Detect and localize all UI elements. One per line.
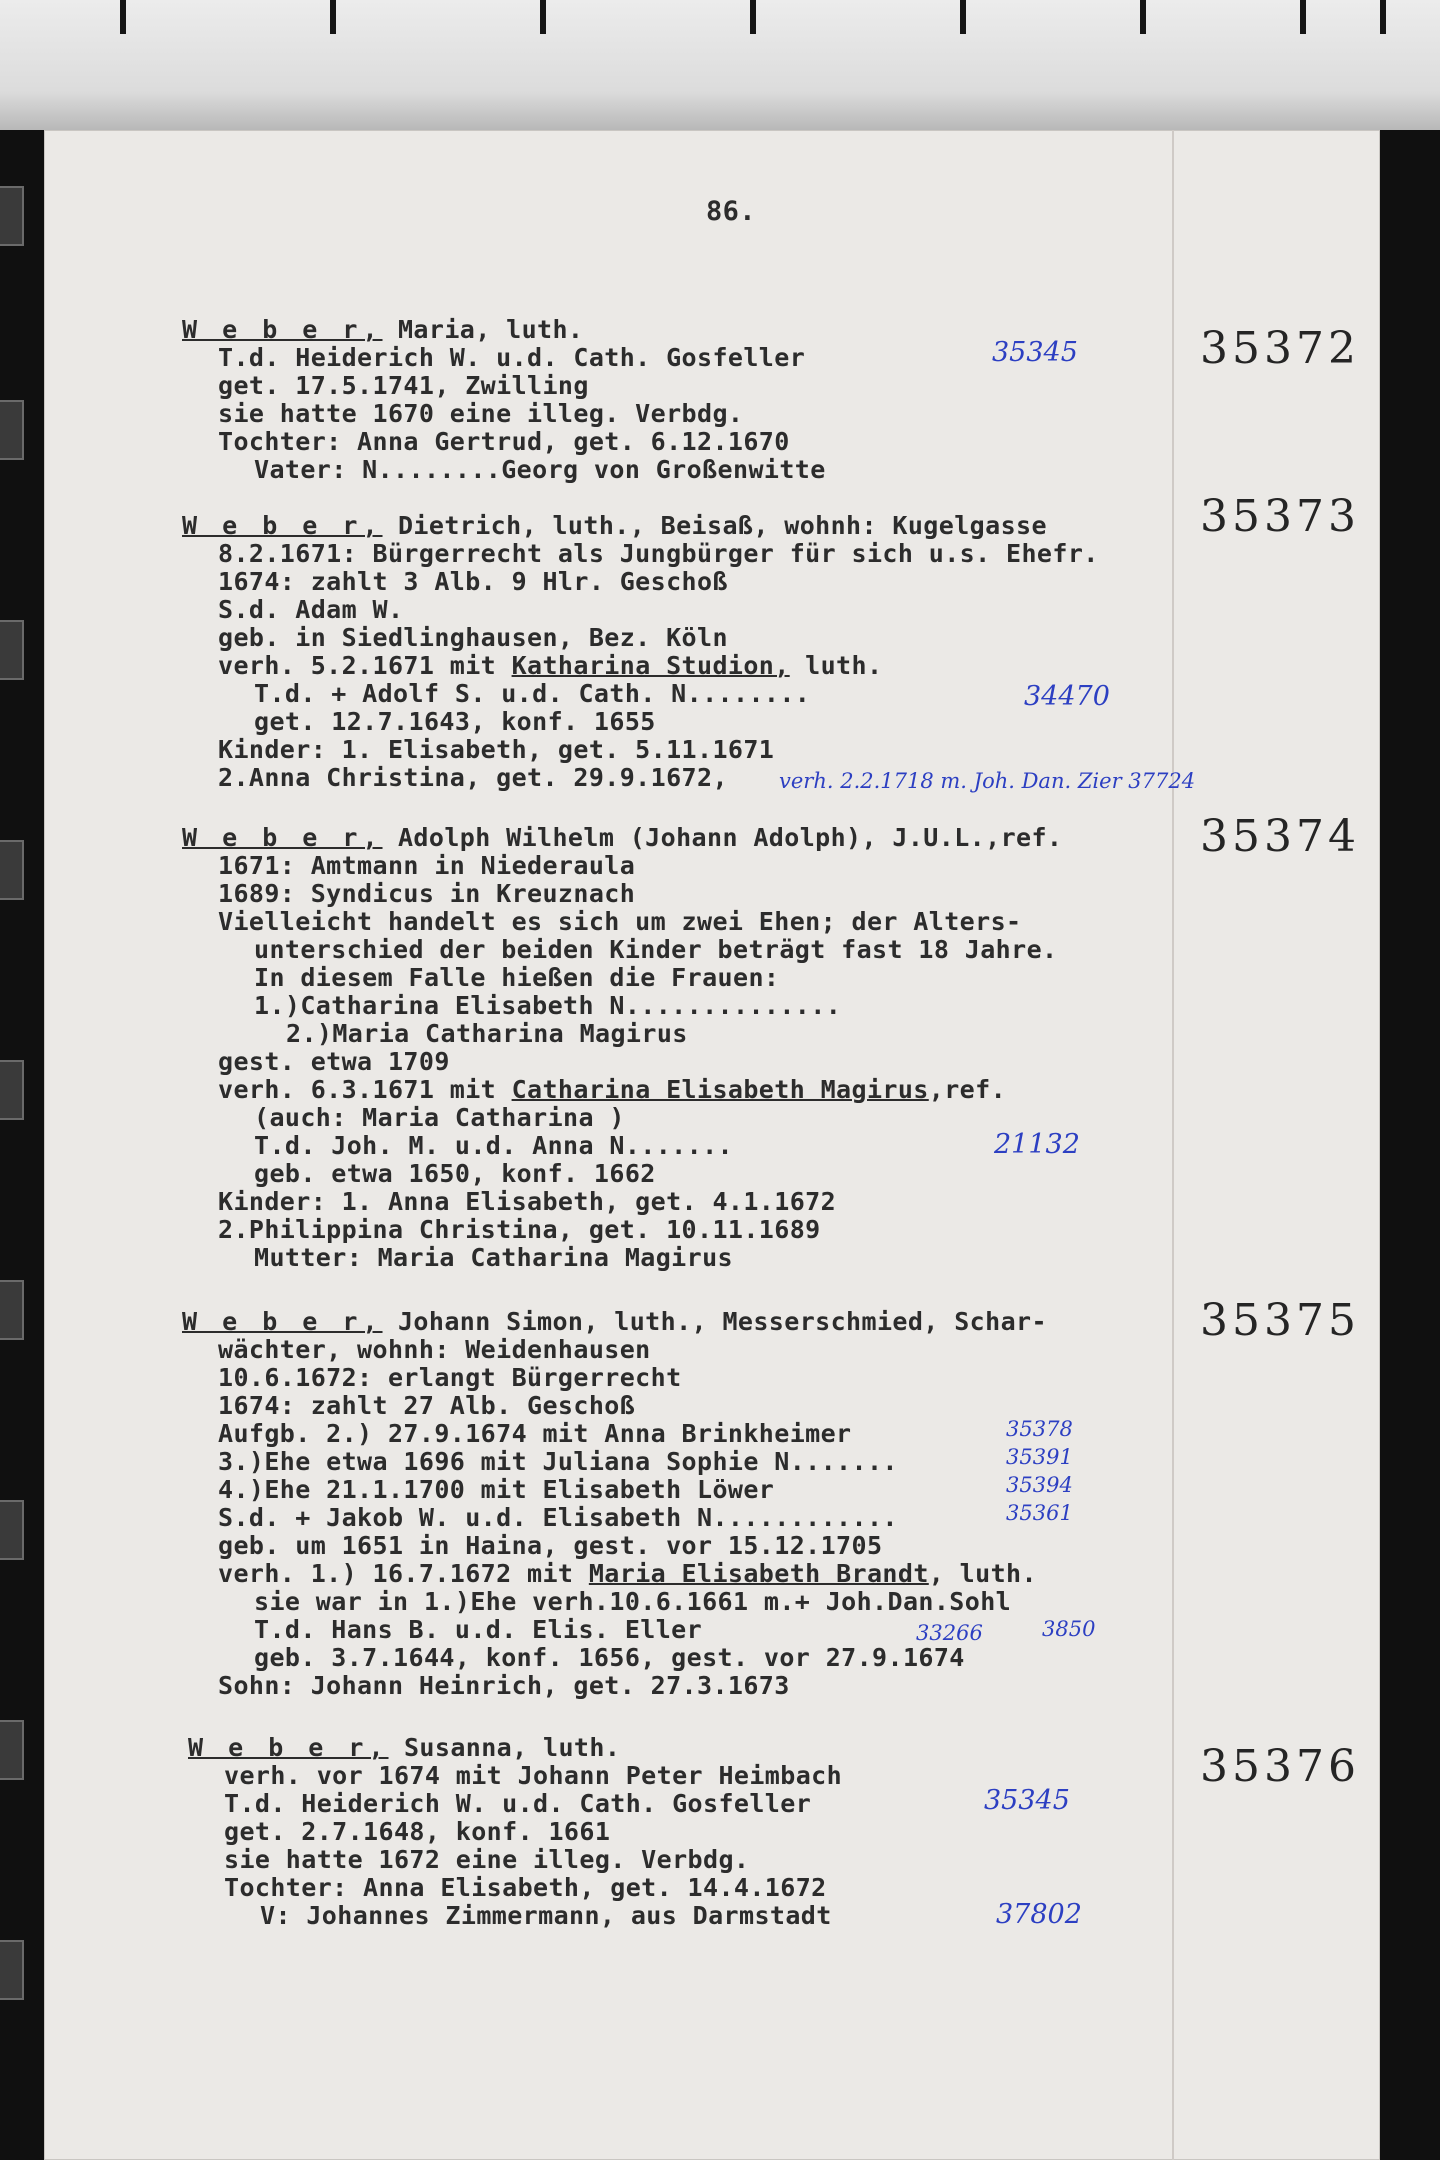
entry-line: geb. etwa 1650, konf. 1662 [254,1159,656,1188]
handwritten-ref: 33266 [916,1621,983,1645]
entry-line [218,1560,1037,1588]
entry-line: Vater: N........Georg von Großenwitte [254,455,826,484]
film-hole [0,620,24,680]
entry-line: get. 2.7.1648, konf. 1661 [224,1817,611,1846]
document-page [44,130,1380,2160]
entry-line [218,652,882,680]
entry-line: 2.)Maria Catharina Magirus [286,1019,688,1048]
page-number: 86. [706,196,756,227]
tray-tick [750,0,756,34]
tray-tick [330,0,336,34]
handwritten-ref: 35394 [1006,1473,1073,1497]
heading-text: Susanna, luth. [388,1733,621,1762]
film-hole [0,1940,24,2000]
film-hole [0,1060,24,1120]
entry-heading [182,512,1047,540]
surname: W e b e r, [182,823,383,852]
film-hole [0,1720,24,1780]
entry-line: S.d. + Jakob W. u.d. Elisabeth N............ [218,1503,898,1532]
entry-heading [182,1308,1047,1336]
entry-line: V: Johannes Zimmermann, aus Darmstadt [260,1901,832,1930]
entry-line: (auch: Maria Catharina ) [254,1103,625,1132]
entry-line: 2.Anna Christina, get. 29.9.1672, [218,763,728,792]
entry-line: T.d. Heiderich W. u.d. Cath. Gosfeller [218,343,806,372]
tray-tick [1380,0,1386,34]
entry-line: Aufgb. 2.) 27.9.1674 mit Anna Brinkheimer [218,1419,852,1448]
entry-line: Tochter: Anna Elisabeth, get. 14.4.1672 [224,1873,827,1902]
entry-line: Vielleicht handelt es sich um zwei Ehen; der Alters- [218,907,1022,936]
entry-number: 35374 [1200,811,1360,862]
entry-line: sie hatte 1672 eine illeg. Verbdg. [224,1845,750,1874]
entry-line: 1674: zahlt 3 Alb. 9 Hlr. Geschoß [218,567,728,596]
handwritten-note: verh. 2.2.1718 m. Joh. Dan. Zier 37724 [779,769,1196,793]
entry-heading [182,824,1062,852]
marriage-text: verh. 5.2.1671 mit [218,651,512,680]
handwritten-ref: 21132 [994,1129,1080,1160]
spouse-name: Maria Elisabeth Brandt [588,1559,929,1588]
entry-line [218,1076,1006,1104]
film-hole [0,1500,24,1560]
handwritten-ref: 35345 [992,337,1078,368]
surname: W e b e r, [182,511,383,540]
entry-line: Tochter: Anna Gertrud, get. 6.12.1670 [218,427,790,456]
entry-line: get. 17.5.1741, Zwilling [218,371,589,400]
entry-line: 1.)Catharina Elisabeth N.............. [254,991,842,1020]
entry-line: 10.6.1672: erlangt Bürgerrecht [218,1363,682,1392]
surname: W e b e r, [182,315,383,344]
marriage-text: ,ref. [928,1075,1007,1104]
entry-line: Mutter: Maria Catharina Magirus [254,1243,733,1272]
entry-line: geb. in Siedlinghausen, Bez. Köln [218,623,728,652]
heading-text: Dietrich, luth., Beisaß, wohnh: Kugelgasse [382,511,1047,540]
entry-line: wächter, wohnh: Weidenhausen [218,1335,651,1364]
entry-line: 4.)Ehe 21.1.1700 mit Elisabeth Löwer [218,1475,775,1504]
handwritten-ref: 37802 [996,1899,1082,1930]
entry-number: 35376 [1200,1741,1360,1792]
surname: W e b e r, [182,1307,383,1336]
entry-line: T.d. Joh. M. u.d. Anna N....... [254,1131,733,1160]
surname: W e b e r, [188,1733,389,1762]
heading-text: Johann Simon, luth., Messerschmied, Schar- [382,1307,1047,1336]
entry-line: unterschied der beiden Kinder beträgt fast 18 Jahre. [254,935,1058,964]
entry-line: T.d. Heiderich W. u.d. Cath. Gosfeller [224,1789,812,1818]
tray-tick [960,0,966,34]
entry-heading [188,1734,620,1762]
entry-line: get. 12.7.1643, konf. 1655 [254,707,656,736]
entry-line: 3.)Ehe etwa 1696 mit Juliana Sophie N....... [218,1447,898,1476]
entry-line: geb. 3.7.1644, konf. 1656, gest. vor 27.9.1674 [254,1643,965,1672]
tray-tick [120,0,126,34]
handwritten-ref: 35345 [984,1785,1070,1816]
entry-number: 35373 [1200,491,1360,542]
entry-line: sie hatte 1670 eine illeg. Verbdg. [218,399,744,428]
entry-line: Sohn: Johann Heinrich, get. 27.3.1673 [218,1671,790,1700]
marriage-text: luth. [789,651,883,680]
heading-text: Adolph Wilhelm (Johann Adolph), J.U.L.,ref. [382,823,1063,852]
handwritten-ref: 35391 [1006,1445,1073,1469]
entry-line: T.d. + Adolf S. u.d. Cath. N........ [254,679,811,708]
tray-tick [540,0,546,34]
entry-heading [182,316,583,344]
entry-line: sie war in 1.)Ehe verh.10.6.1661 m.+ Joh.Dan.Sohl [254,1587,1012,1616]
margin-rule [1172,130,1174,2160]
film-hole [0,186,24,246]
entry-number: 35372 [1200,323,1360,374]
heading-text: Maria, luth. [382,315,584,344]
handwritten-ref: 34470 [1024,681,1110,712]
entry-number: 35375 [1200,1295,1360,1346]
marriage-text: , luth. [928,1559,1037,1588]
handwritten-ref: 35361 [1006,1501,1073,1525]
entry-line: T.d. Hans B. u.d. Elis. Eller [254,1615,703,1644]
spouse-name: Catharina Elisabeth Magirus [511,1075,929,1104]
handwritten-ref: 35378 [1006,1417,1073,1441]
film-hole [0,400,24,460]
film-hole [0,840,24,900]
scanner-tray [0,0,1440,130]
entry-line: verh. vor 1674 mit Johann Peter Heimbach [224,1761,843,1790]
entry-line: gest. etwa 1709 [218,1047,450,1076]
film-hole [0,1280,24,1340]
entry-line: In diesem Falle hießen die Frauen: [254,963,780,992]
entry-line: 8.2.1671: Bürgerrecht als Jungbürger für sich u.s. Ehefr. [218,539,1099,568]
tray-tick [1300,0,1306,34]
entry-line: S.d. Adam W. [218,595,404,624]
marriage-text: verh. 1.) 16.7.1672 mit [218,1559,589,1588]
entry-line: Kinder: 1. Elisabeth, get. 5.11.1671 [218,735,775,764]
handwritten-ref: 3850 [1042,1617,1096,1641]
entry-line: Kinder: 1. Anna Elisabeth, get. 4.1.1672 [218,1187,837,1216]
entry-line: 1671: Amtmann in Niederaula [218,851,636,880]
tray-tick [1140,0,1146,34]
entry-line: 1674: zahlt 27 Alb. Geschoß [218,1391,636,1420]
entry-line: 2.Philippina Christina, get. 10.11.1689 [218,1215,821,1244]
spouse-name: Katharina Studion, [511,651,790,680]
entry-line: geb. um 1651 in Haina, gest. vor 15.12.1705 [218,1531,883,1560]
entry-line: 1689: Syndicus in Kreuznach [218,879,636,908]
marriage-text: verh. 6.3.1671 mit [218,1075,512,1104]
